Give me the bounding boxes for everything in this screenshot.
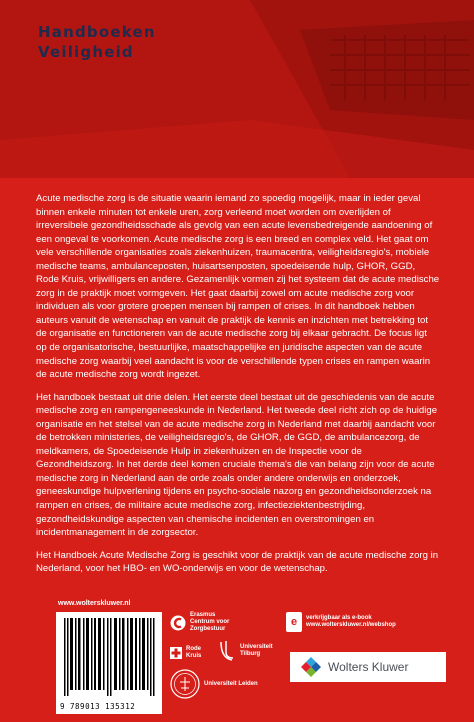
blurb-paragraph-1: Acute medische zorg is de situatie waarin iemand zo spoedig mogelijk, maar in ieder geval binnen enkele minuten tot enkele uren, zorg verleend moet worden om overlijden of irreversibele gezondheidsschade als gevolg van een acute levensbedreigende aandoening of een ongeval te voorkomen. Acute medische zorg is een breed en complex veld. Het gaat om vele verschillende organisaties zoals ziekenhuizen, traumacentra, veiligheidsregio's, mobiele medische teams, ambulanceposten, huisartsenposten, spoedeisende hulp, GHOR, GGD, Rode Kruis, vrijwilligers en andere. Gezamenlijk vormen zij het systeem dat de acute medische zorg in de praktijk moet vormgeven. Het gaat daarbij zowel om acute medische zorg voor individuen als voor grotere groepen mensen bij rampen of crises. In dit handboek hebben auteurs vanuit de wetenschap en vanuit de praktijk de kennis en inzichten met betrekking tot de organisatie en functioneren van de acute medische zorg bij elkaar gebracht. De focus ligt op de organisatorische, bestuurlijke, maatschappelijke en juridische aspecten van de acute medische zorg waarbij veel aandacht is voor de verschillende typen crises en rampen waarin de acute medische zorg wordt ingezet. xyxy=(36,193,440,381)
tilburg-line-1: Universiteit xyxy=(240,644,273,650)
ebook-line-2: www.wolterskluwer.nl/webshop xyxy=(306,622,396,628)
series-title-line-1: Handboeken xyxy=(38,23,156,41)
blurb-paragraph-3: Het Handboek Acute Medische Zorg is geschikt voor de praktijk van de acute medische zorg in Nederland, voor het HBO- en WO-onderwijs en voor de wetenschap. xyxy=(36,549,439,575)
rode-kruis-line-2: Kruis xyxy=(186,653,202,659)
blurb-text xyxy=(36,192,440,585)
blurb-paragraph-2: Het handboek bestaat uit drie delen. Het eerste deel bestaat uit de geschiedenis van de acute medische zorg en rampengeneeskunde in Nederland. Het tweede deel richt zich op de huidige organisatie en het stelsel van de acute medische zorg in Nederland met daarbij aandacht voor de betrokken ministeries, de veiligheidsregio's, de GHOR, de GGD, de ambulancezorg, de meldkamers, de Spoedeisende Hulp in ziekenhuizen en de Inspectie voor de Gezondheidszorg. In het derde deel komen cruciale thema's die van belang zijn voor de acute medische zorg in Nederland aan de orde zoals onder andere onderwijs en onderzoek, geneeskundige hulpverlening tijdens en psycho-sociale nazorg en gezondheidsonderzoek na rampen en crises, de militaire acute medische zorg, infectieziektenbestrijding, gezondheidskundige aspecten van chemische incidenten en overstromingen en incidentmanagement in de zorgsector. xyxy=(36,391,438,539)
isbn-number: 9 789013 135312 xyxy=(60,702,136,711)
leiden-seal-icon xyxy=(170,668,200,700)
rode-kruis-line-1: Rode xyxy=(186,646,201,652)
logo-leiden xyxy=(170,668,258,700)
cover-photo-band xyxy=(0,0,474,178)
series-title-line-2: Veiligheid xyxy=(38,43,134,61)
tilburg-line-2: Tilburg xyxy=(240,651,261,657)
erasmus-line-1: Erasmus xyxy=(190,612,216,618)
logo-rode-kruis xyxy=(170,646,201,660)
ebook-line-1: verkrijgbaar als e-book xyxy=(306,615,372,621)
tilburg-university-icon xyxy=(218,640,236,662)
erasmus-logo-icon xyxy=(170,615,186,631)
publisher-name: Wolters Kluwer xyxy=(328,660,409,674)
erasmus-line-2: Centrum voor xyxy=(190,619,230,625)
red-cross-icon xyxy=(170,647,182,659)
series-title xyxy=(38,22,156,62)
barcode-icon xyxy=(62,618,156,696)
logo-tilburg xyxy=(218,640,273,662)
leiden-name: Universiteit Leiden xyxy=(204,680,258,687)
website-url: www.wolterskluwer.nl xyxy=(58,600,131,607)
logo-erasmus xyxy=(170,612,229,633)
isbn-barcode xyxy=(56,612,162,714)
wolters-kluwer-icon xyxy=(300,656,322,678)
ebook-icon: e xyxy=(286,612,302,632)
erasmus-line-3: Zorgbestuur xyxy=(190,626,226,632)
logo-ebook xyxy=(286,612,396,632)
publisher-logo xyxy=(290,652,446,682)
